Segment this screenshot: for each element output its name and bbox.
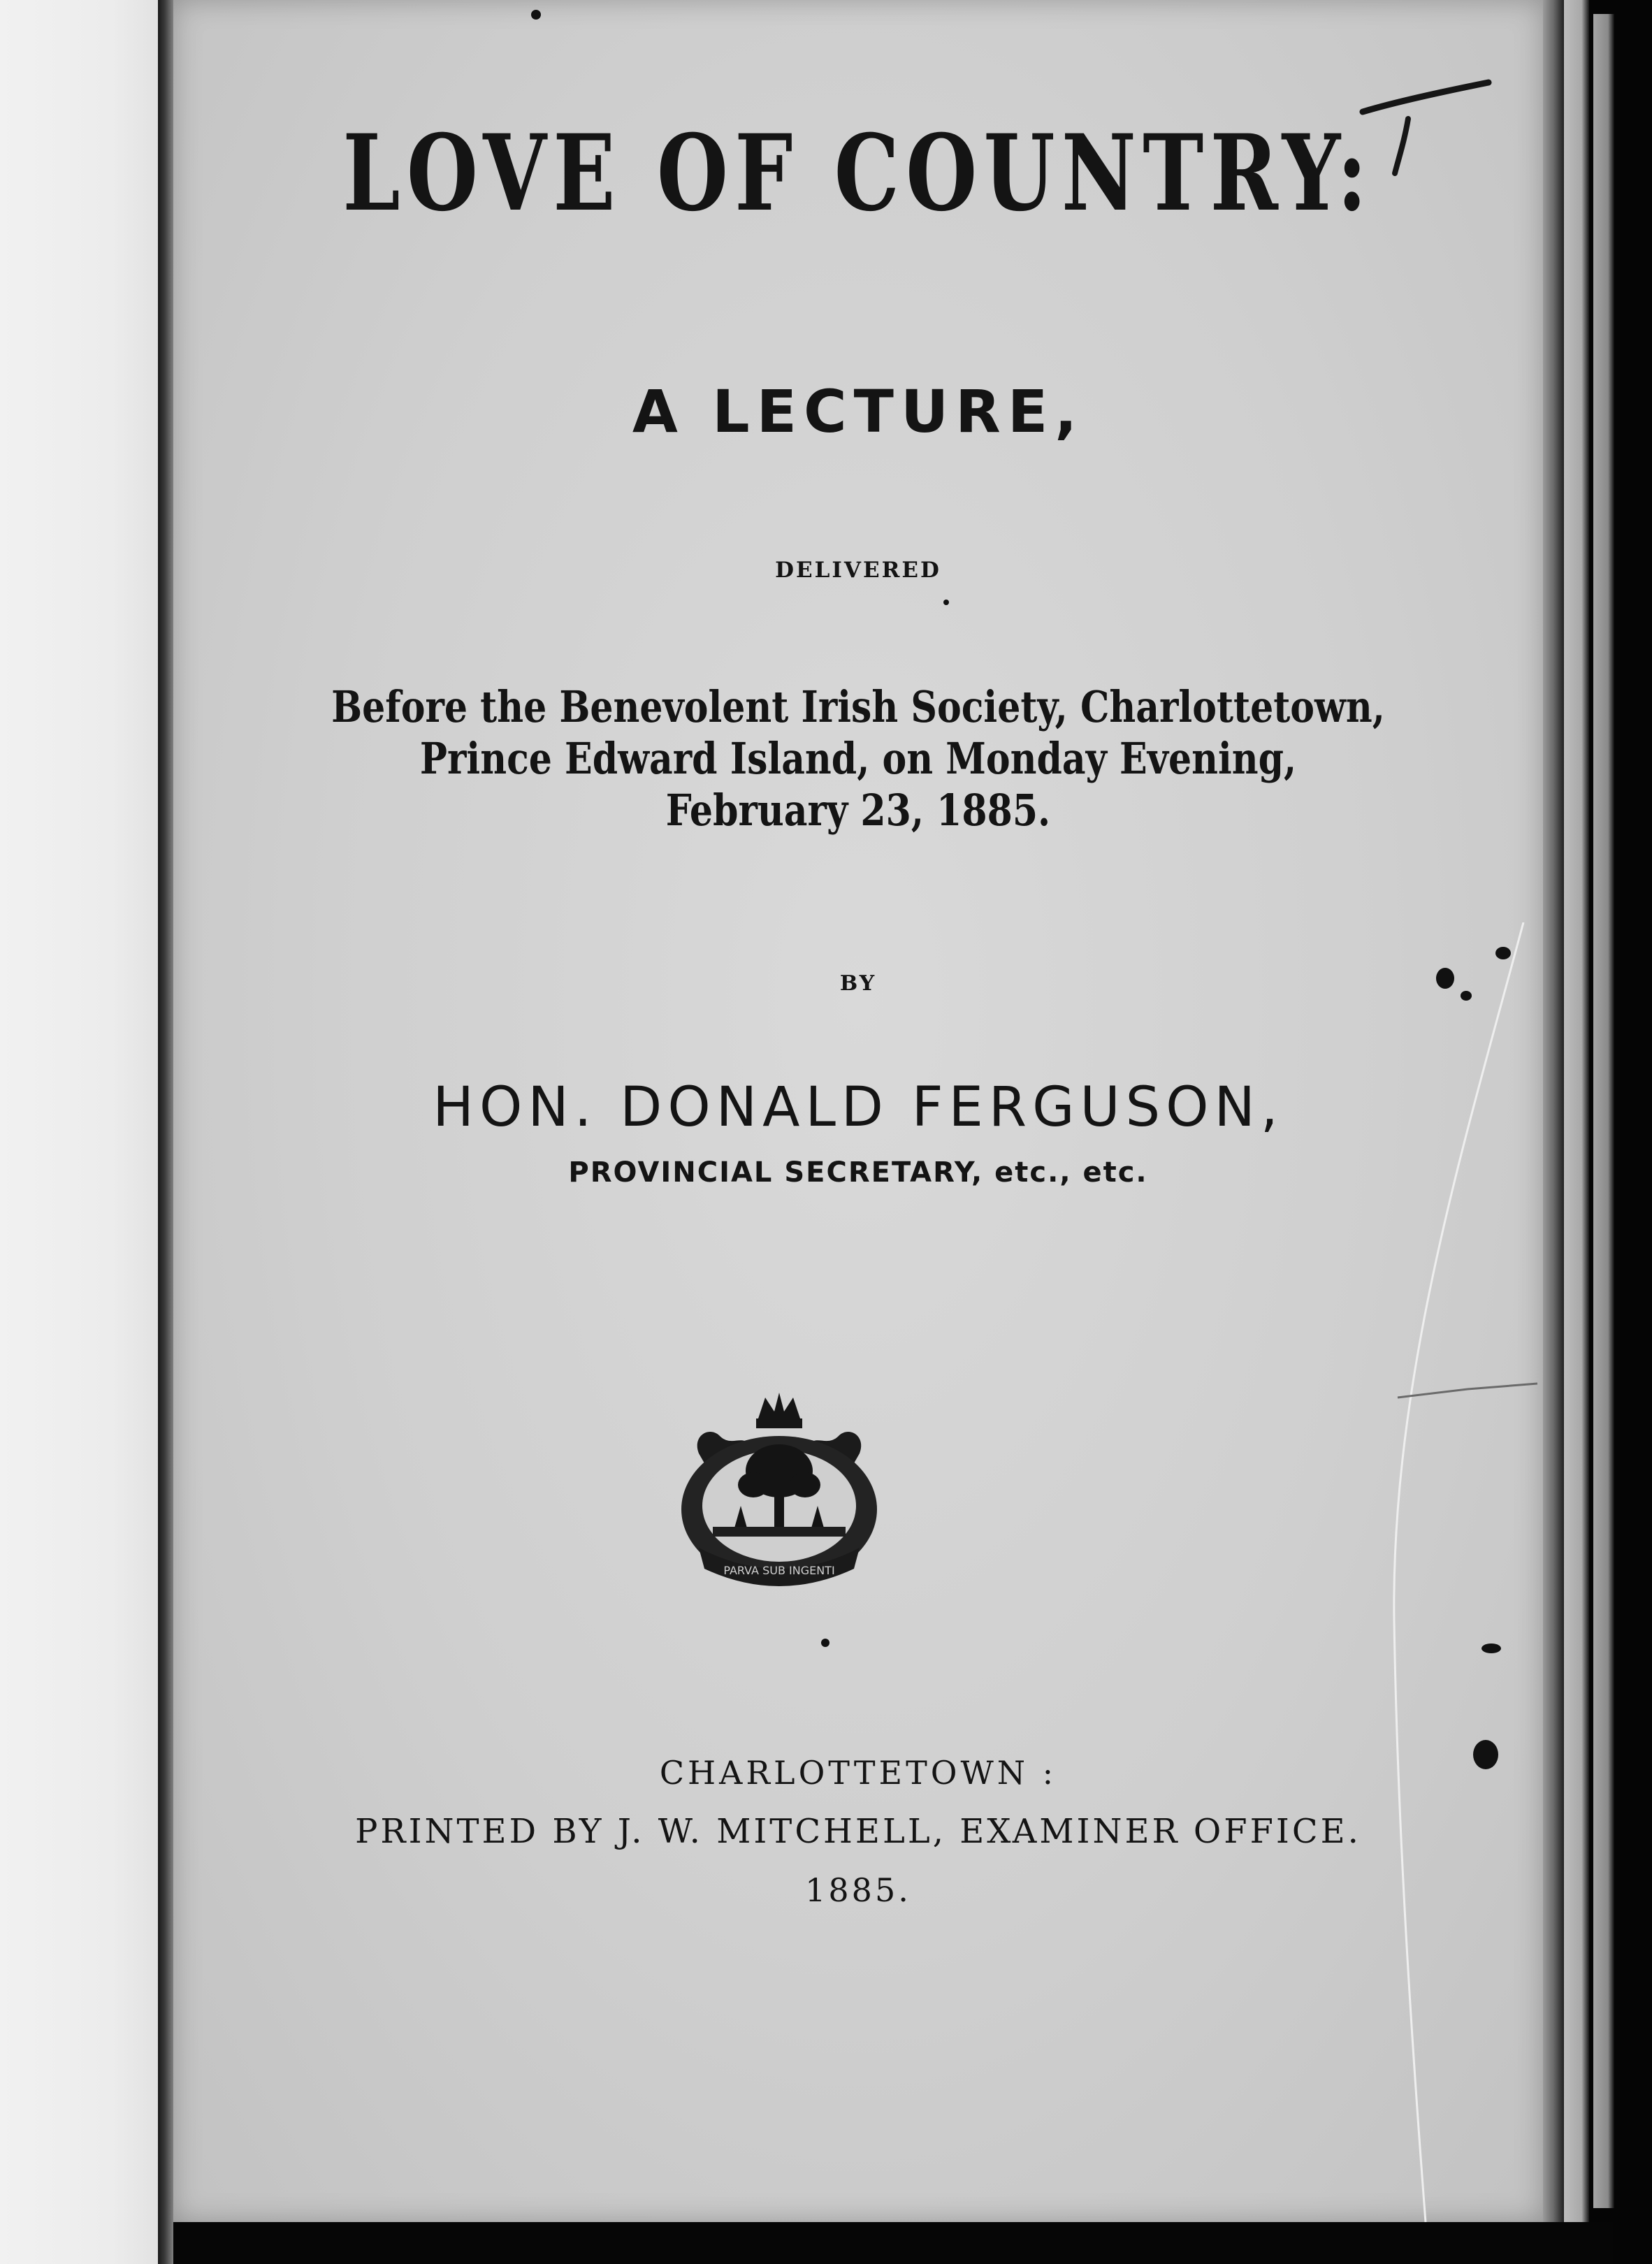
facing-page-strip	[0, 0, 159, 2264]
occasion-line: February 23, 1885.	[665, 785, 1051, 836]
bottom-shadow	[173, 2222, 1613, 2264]
lecture-occasion	[283, 681, 1433, 836]
author-title: PROVINCIAL SECRETARY, etc., etc.	[568, 1156, 1148, 1189]
by-label: BY	[839, 971, 877, 996]
imprint-printer: PRINTED BY J. W. MITCHELL, EXAMINER OFFICE.	[355, 1812, 1361, 1851]
delivered-label: DELIVERED	[775, 558, 941, 583]
ink-speck	[1461, 991, 1472, 1001]
ink-speck	[1481, 1643, 1501, 1653]
page-edge-shadow	[1543, 0, 1564, 2222]
page-leaf-edge	[1593, 14, 1614, 2208]
occasion-line: Prince Edward Island, on Monday Evening,	[419, 733, 1297, 784]
page-leaf-edge	[1564, 0, 1589, 2236]
ink-speck	[531, 10, 541, 20]
seal-motto: PARVA SUB INGENTI	[723, 1564, 835, 1577]
ink-speck	[1436, 968, 1454, 989]
imprint-year: 1885.	[805, 1871, 911, 1909]
paper-crease	[1384, 922, 1544, 2222]
binding-gutter	[158, 0, 175, 2264]
ink-speck	[1495, 947, 1511, 959]
provincial-seal-icon	[671, 1387, 887, 1597]
author-name: HON. DONALD FERGUSON,	[433, 1076, 1284, 1139]
book-subtitle: A LECTURE,	[632, 377, 1085, 446]
imprint-city: CHARLOTTETOWN :	[659, 1754, 1057, 1792]
ink-speck	[943, 600, 949, 605]
occasion-line: Before the Benevolent Irish Society, Charlottetown,	[331, 681, 1385, 732]
book-title: LOVE OF COUNTRY:	[342, 112, 1374, 235]
ink-speck	[821, 1639, 829, 1647]
ink-speck	[1473, 1740, 1498, 1769]
